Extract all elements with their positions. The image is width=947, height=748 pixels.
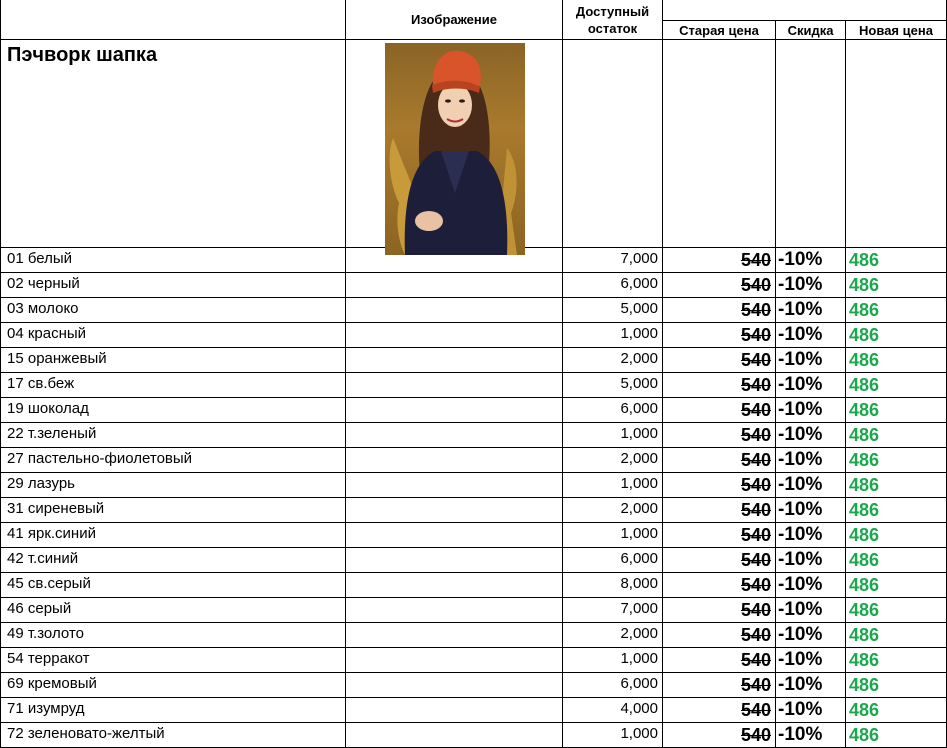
discount-cell[interactable]: -10% xyxy=(776,398,846,423)
old-price-cell[interactable] xyxy=(663,398,776,423)
image-cell[interactable] xyxy=(346,323,563,348)
stock-cell[interactable]: 5,000 xyxy=(563,373,663,398)
image-cell[interactable] xyxy=(346,573,563,598)
color-name-cell[interactable]: 69 кремовый xyxy=(0,673,346,698)
old-price-value: 540 xyxy=(740,400,771,420)
color-name-cell[interactable]: 04 красный xyxy=(0,323,346,348)
table-row xyxy=(0,548,947,573)
discount-cell[interactable]: -10% xyxy=(776,373,846,398)
table-row xyxy=(0,573,947,598)
header-discount: Скидка xyxy=(776,21,846,40)
table-row xyxy=(0,473,947,498)
new-price-cell[interactable]: 486 xyxy=(846,623,947,648)
image-cell[interactable] xyxy=(346,373,563,398)
stock-cell[interactable]: 5,000 xyxy=(563,298,663,323)
new-price-cell[interactable]: 486 xyxy=(846,673,947,698)
discount-cell[interactable]: -10% xyxy=(776,498,846,523)
old-price-value: 540 xyxy=(740,300,771,320)
image-cell[interactable] xyxy=(346,698,563,723)
discount-cell[interactable]: -10% xyxy=(776,323,846,348)
new-price-cell[interactable]: 486 xyxy=(846,498,947,523)
stock-cell[interactable]: 1,000 xyxy=(563,323,663,348)
stock-cell[interactable]: 1,000 xyxy=(563,648,663,673)
table-row xyxy=(0,373,947,398)
old-price-value: 540 xyxy=(740,675,771,695)
image-cell[interactable] xyxy=(346,548,563,573)
stock-cell[interactable]: 6,000 xyxy=(563,398,663,423)
image-cell[interactable] xyxy=(346,523,563,548)
stock-cell[interactable]: 6,000 xyxy=(563,673,663,698)
discount-cell[interactable]: -10% xyxy=(776,248,846,273)
header-new-price: Новая цена xyxy=(846,21,947,40)
stock-cell[interactable]: 1,000 xyxy=(563,423,663,448)
old-price-cell[interactable] xyxy=(663,473,776,498)
color-name-cell[interactable]: 19 шоколад xyxy=(0,398,346,423)
table-row xyxy=(0,673,947,698)
table-row xyxy=(0,598,947,623)
color-name-cell[interactable]: 42 т.синий xyxy=(0,548,346,573)
image-cell[interactable] xyxy=(346,298,563,323)
color-name-cell[interactable]: 45 св.серый xyxy=(0,573,346,598)
table-row xyxy=(0,348,947,373)
table-row xyxy=(0,723,947,748)
old-price-value: 540 xyxy=(740,475,771,495)
old-price-cell[interactable] xyxy=(663,673,776,698)
old-price-cell[interactable] xyxy=(663,498,776,523)
new-price-cell[interactable]: 486 xyxy=(846,548,947,573)
new-price-cell[interactable]: 486 xyxy=(846,648,947,673)
old-price-value: 540 xyxy=(740,725,771,745)
title-old-cell xyxy=(663,40,776,248)
old-price-cell[interactable] xyxy=(663,323,776,348)
header-image: Изображение xyxy=(346,0,563,40)
old-price-cell[interactable] xyxy=(663,698,776,723)
stock-cell[interactable]: 8,000 xyxy=(563,573,663,598)
image-cell[interactable] xyxy=(346,498,563,523)
old-price-cell[interactable] xyxy=(663,273,776,298)
old-price-cell[interactable] xyxy=(663,723,776,748)
new-price-cell[interactable]: 486 xyxy=(846,298,947,323)
discount-cell[interactable]: -10% xyxy=(776,698,846,723)
table-row xyxy=(0,498,947,523)
old-price-cell[interactable] xyxy=(663,573,776,598)
old-price-cell[interactable] xyxy=(663,598,776,623)
old-price-cell[interactable] xyxy=(663,523,776,548)
new-price-cell[interactable]: 486 xyxy=(846,448,947,473)
discount-cell[interactable]: -10% xyxy=(776,648,846,673)
color-name-cell[interactable]: 17 св.беж xyxy=(0,373,346,398)
table-row xyxy=(0,273,947,298)
image-cell[interactable] xyxy=(346,423,563,448)
table-row xyxy=(0,523,947,548)
new-price-cell[interactable]: 486 xyxy=(846,398,947,423)
color-name-cell[interactable]: 41 ярк.синий xyxy=(0,523,346,548)
title-disc-cell xyxy=(776,40,846,248)
old-price-value: 540 xyxy=(740,250,771,270)
color-name-cell[interactable]: 02 черный xyxy=(0,273,346,298)
image-cell[interactable] xyxy=(346,398,563,423)
discount-cell[interactable]: -10% xyxy=(776,598,846,623)
stock-cell[interactable]: 2,000 xyxy=(563,498,663,523)
old-price-value: 540 xyxy=(740,550,771,570)
old-price-value: 540 xyxy=(740,500,771,520)
table-row xyxy=(0,448,947,473)
discount-cell[interactable]: -10% xyxy=(776,473,846,498)
stock-cell[interactable]: 7,000 xyxy=(563,598,663,623)
stock-cell[interactable]: 2,000 xyxy=(563,348,663,373)
discount-cell[interactable]: -10% xyxy=(776,298,846,323)
table-row xyxy=(0,648,947,673)
table-row xyxy=(0,423,947,448)
discount-cell[interactable]: -10% xyxy=(776,548,846,573)
color-name-cell[interactable]: 54 терракот xyxy=(0,648,346,673)
discount-cell[interactable]: -10% xyxy=(776,623,846,648)
old-price-value: 540 xyxy=(740,350,771,370)
color-name-cell[interactable]: 15 оранжевый xyxy=(0,348,346,373)
old-price-cell[interactable] xyxy=(663,623,776,648)
table-row xyxy=(0,398,947,423)
old-price-cell[interactable] xyxy=(663,373,776,398)
image-cell[interactable] xyxy=(346,598,563,623)
old-price-cell[interactable] xyxy=(663,423,776,448)
stock-cell[interactable]: 1,000 xyxy=(563,723,663,748)
stock-cell[interactable]: 2,000 xyxy=(563,448,663,473)
new-price-cell[interactable]: 486 xyxy=(846,523,947,548)
color-name-cell[interactable]: 46 серый xyxy=(0,598,346,623)
new-price-cell[interactable]: 486 xyxy=(846,323,947,348)
table-row xyxy=(0,623,947,648)
title-stock-cell xyxy=(563,40,663,248)
header-price-blank xyxy=(663,0,947,21)
product-photo xyxy=(385,43,525,255)
header-stock: Доступный остаток xyxy=(563,0,663,40)
header-old-price: Старая цена xyxy=(663,21,776,40)
header-blank xyxy=(0,0,346,40)
stock-cell[interactable]: 1,000 xyxy=(563,473,663,498)
new-price-cell[interactable]: 486 xyxy=(846,723,947,748)
discount-cell[interactable]: -10% xyxy=(776,448,846,473)
color-name-cell[interactable]: 22 т.зеленый xyxy=(0,423,346,448)
color-name-cell[interactable]: 27 пастельно-фиолетовый xyxy=(0,448,346,473)
new-price-cell[interactable]: 486 xyxy=(846,273,947,298)
image-cell[interactable] xyxy=(346,473,563,498)
stock-cell[interactable]: 2,000 xyxy=(563,623,663,648)
discount-cell[interactable]: -10% xyxy=(776,273,846,298)
stock-cell[interactable]: 1,000 xyxy=(563,523,663,548)
old-price-cell[interactable] xyxy=(663,448,776,473)
new-price-cell[interactable]: 486 xyxy=(846,248,947,273)
old-price-value: 540 xyxy=(740,625,771,645)
old-price-value: 540 xyxy=(740,275,771,295)
color-name-cell[interactable]: 72 зеленовато-желтый xyxy=(0,723,346,748)
discount-cell[interactable]: -10% xyxy=(776,723,846,748)
product-title: Пэчворк шапка xyxy=(7,44,158,66)
stock-cell[interactable]: 6,000 xyxy=(563,548,663,573)
stock-cell[interactable]: 4,000 xyxy=(563,698,663,723)
new-price-cell[interactable]: 486 xyxy=(846,423,947,448)
woman-in-hat-image xyxy=(385,43,525,255)
new-price-cell[interactable]: 486 xyxy=(846,473,947,498)
old-price-cell[interactable] xyxy=(663,348,776,373)
image-cell[interactable] xyxy=(346,448,563,473)
color-name-cell[interactable]: 71 изумруд xyxy=(0,698,346,723)
color-name-cell[interactable]: 49 т.золото xyxy=(0,623,346,648)
old-price-value: 540 xyxy=(740,325,771,345)
old-price-cell[interactable] xyxy=(663,548,776,573)
stock-cell[interactable]: 6,000 xyxy=(563,273,663,298)
new-price-cell[interactable]: 486 xyxy=(846,598,947,623)
new-price-cell[interactable]: 486 xyxy=(846,573,947,598)
table-row xyxy=(0,698,947,723)
title-new-cell xyxy=(846,40,947,248)
old-price-value: 540 xyxy=(740,375,771,395)
stock-cell[interactable]: 7,000 xyxy=(563,248,663,273)
color-name-cell[interactable]: 29 лазурь xyxy=(0,473,346,498)
image-cell[interactable] xyxy=(346,623,563,648)
image-cell[interactable] xyxy=(346,673,563,698)
discount-cell[interactable]: -10% xyxy=(776,423,846,448)
old-price-value: 540 xyxy=(740,450,771,470)
discount-cell[interactable]: -10% xyxy=(776,523,846,548)
color-name-cell[interactable]: 01 белый xyxy=(0,248,346,273)
new-price-cell[interactable]: 486 xyxy=(846,698,947,723)
product-title-cell xyxy=(0,40,346,248)
old-price-value: 540 xyxy=(740,600,771,620)
new-price-cell[interactable]: 486 xyxy=(846,373,947,398)
old-price-value: 540 xyxy=(740,575,771,595)
new-price-cell[interactable]: 486 xyxy=(846,348,947,373)
old-price-value: 540 xyxy=(740,650,771,670)
image-cell[interactable] xyxy=(346,648,563,673)
image-cell[interactable] xyxy=(346,723,563,748)
old-price-value: 540 xyxy=(740,425,771,445)
table-row xyxy=(0,323,947,348)
table-row xyxy=(0,298,947,323)
old-price-value: 540 xyxy=(740,525,771,545)
old-price-value: 540 xyxy=(740,700,771,720)
discount-cell[interactable]: -10% xyxy=(776,348,846,373)
image-cell[interactable] xyxy=(346,348,563,373)
old-price-cell[interactable] xyxy=(663,248,776,273)
discount-cell[interactable]: -10% xyxy=(776,573,846,598)
color-name-cell[interactable]: 03 молоко xyxy=(0,298,346,323)
discount-cell[interactable]: -10% xyxy=(776,673,846,698)
old-price-cell[interactable] xyxy=(663,298,776,323)
old-price-cell[interactable] xyxy=(663,648,776,673)
image-cell[interactable] xyxy=(346,273,563,298)
color-name-cell[interactable]: 31 сиреневый xyxy=(0,498,346,523)
